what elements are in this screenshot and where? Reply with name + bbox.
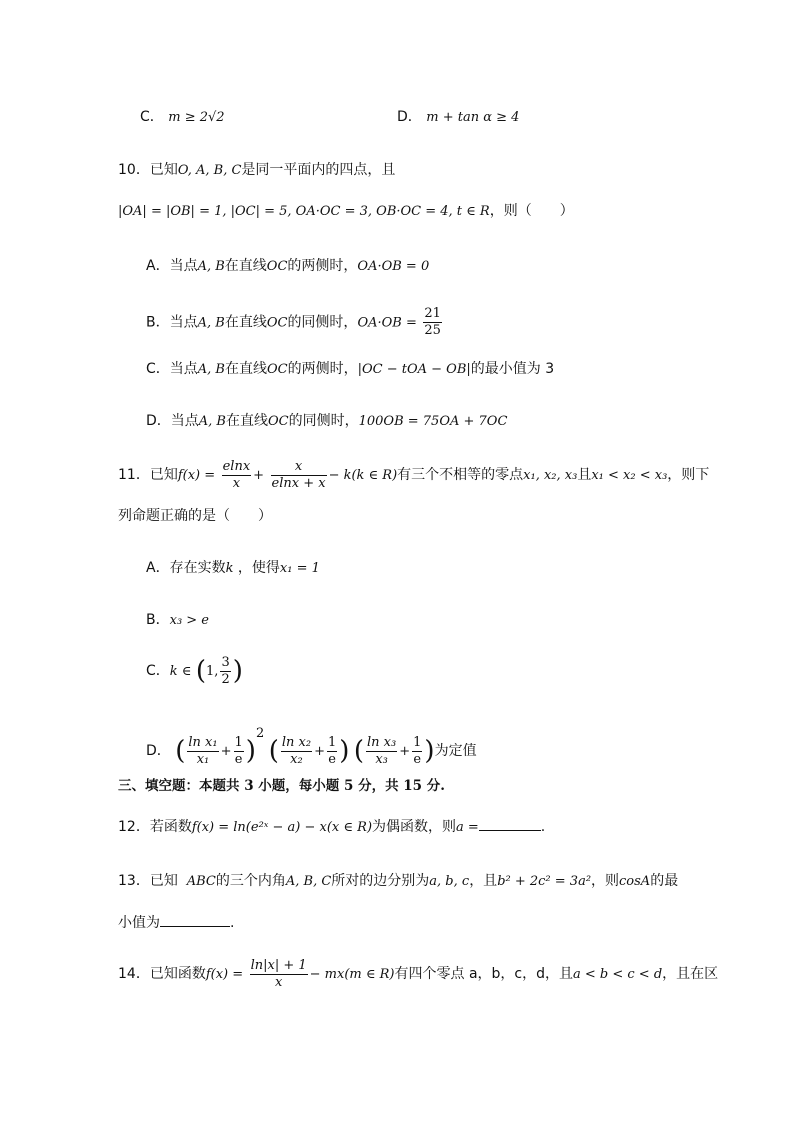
q9-option-c: C． m ≥ 2√2 [140, 109, 225, 125]
q11-stem: 11．已知f(x) = $\frac{elnx}{x}$ + $\frac{x}{elnx + x}$ − k(k ∈ R)有三个不相等的零点x₁, x₂, x₃且x₁ < x₂ < x₃，则下 [118, 458, 710, 491]
fraction: $\frac{elnx}{x}$ [222, 458, 251, 491]
q11-option-a: A．存在实数k ，使得x₁ = 1 [146, 560, 320, 576]
fraction: $\frac{\ln|x| + 1}{x}$ [250, 957, 307, 990]
q11-option-b: B．x₃ > e [146, 612, 210, 628]
fraction: $\frac{1}{e}$ [413, 734, 422, 767]
q13: 13．已知 ABC的三个内角A, B, C所对的边分别为a, b, c，且b² + 2c² = 3a²，则cosA的最 [118, 873, 679, 889]
q10-stem: 10．已知O, A, B, C是同一平面内的四点，且 [118, 162, 396, 178]
section-3-heading: 三、填空题：本题共 3 小题，每小题 5 分，共 15 分. [118, 778, 445, 794]
answer-blank [160, 914, 230, 927]
fraction: $\frac{21}{25}$ [424, 306, 441, 338]
q10-option-b: B．当点A, B在直线OC的同侧时，OA·OB = $\frac{21}{25}$ [146, 306, 441, 338]
fraction: $\frac{1}{e}$ [327, 734, 337, 767]
fraction: $\frac{\text{ln x₃}}{\text{x₃}}$ [367, 734, 397, 767]
q10-option-c: C．当点A, B在直线OC的两侧时，|OC − tOA − OB|的最小值为 3 [146, 361, 555, 377]
q10-condition: |OA| = |OB| = 1, |OC| = 5, OA·OC = 3, OB·OC = 4, t ∈ R，则（ ） [118, 203, 574, 219]
q13-line2: 小值为 . [118, 915, 235, 931]
fraction: $\frac{\text{ln x₁}}{\text{x₁}}$ [188, 734, 218, 767]
q12: 12．若函数f(x) = ln(e²ˣ − a) − x(x ∈ R)为偶函数，则a = . [118, 819, 546, 835]
fraction: $\frac{x}{elnx + x}$ [271, 458, 326, 491]
answer-blank [479, 818, 541, 831]
fraction: $\frac{\text{ln x₂}}{\text{x₂}}$ [281, 734, 312, 767]
fraction: $\frac{1}{e}$ [234, 734, 243, 767]
q11-option-d: D． ( $\frac{\text{ln x₁}}{\text{x₁}}$ + $\frac{1}{e}$ )$^2$ ( $\frac{\text{ln x₂}}{\text{x₂}}$ + $\frac{1}{e}$ ) ( $\frac{\text{ln x₃}}{\text{x₃}}$ + $\frac{1}{e}$ )为定值 [146, 726, 477, 767]
q11-stem-line2: 列命题正确的是（ ） [118, 508, 272, 524]
q10-option-a: A．当点A, B在直线OC的两侧时，OA·OB = 0 [146, 258, 430, 274]
q9-option-d: D． m + tan α ≥ 4 [397, 109, 520, 125]
q14: 14．已知函数f(x) = $\frac{\ln|x| + 1}{x}$ − mx(m ∈ R)有四个零点 a，b，c，d，且a < b < c < d，且在区 [118, 957, 719, 990]
q10-option-d: D．当点A, B在直线OC的同侧时，100OB = 75OA + 7OC [146, 413, 508, 429]
q11-option-c: C．k ∈ (1, $\frac{3}{2}$ ) [146, 654, 243, 687]
fraction: $\frac{3}{2}$ [221, 654, 230, 687]
